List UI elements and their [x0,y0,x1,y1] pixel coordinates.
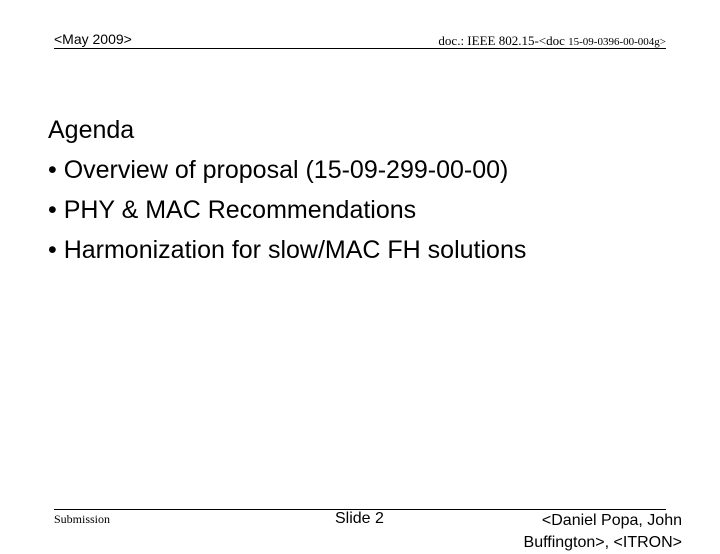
agenda-item-overview: • Overview of proposal (15-09-299-00-00) [48,156,509,184]
slide-content [48,110,688,270]
header-date: <May 2009> [54,31,132,47]
header-divider [54,48,666,49]
slide-number: Slide 2 [335,510,384,527]
footer-submission: Submission [54,512,111,526]
agenda-heading: Agenda [48,116,135,144]
agenda-item-phy-mac: • PHY & MAC Recommendations [48,196,417,224]
header-doc-id [438,33,666,49]
agenda-item-harmonization: • Harmonization for slow/MAC FH solutions [48,236,527,264]
footer-author: <Daniel Popa, John Buffington>, <ITRON> [523,512,682,551]
header-doc-prefix: doc.: IEEE 802.15-<doc [438,33,569,48]
header-doc-number: 15-09-0396-00-004g> [568,36,666,48]
